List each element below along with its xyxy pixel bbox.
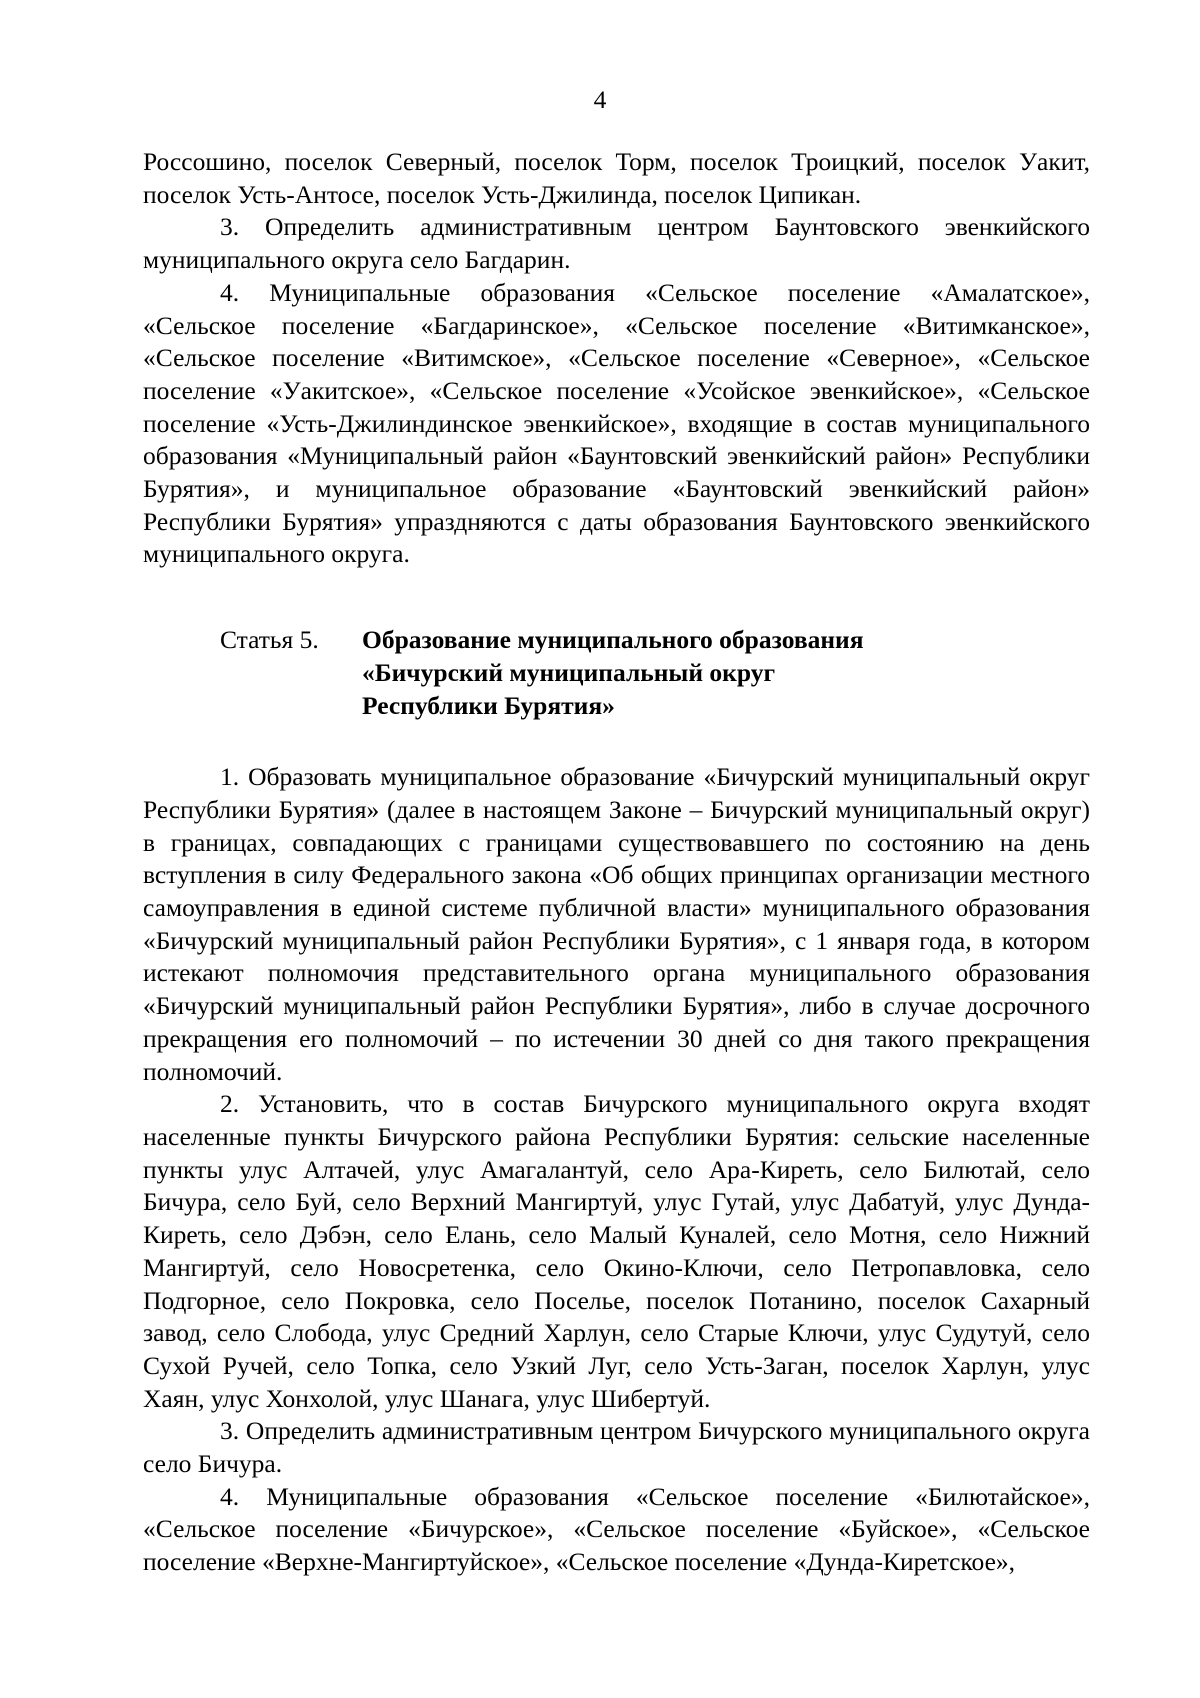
paragraph-item-1-establish: 1. Образовать муниципальное образование «Бичурский муниципальный округ Республики Бурятия» (далее в настоящем Законе – Бичурский муниципальный округ) в границах, совпадающих с границами существовавшего по состоянию на день вступления в силу Федерального закона «Об общих принципах организации местного самоуправления в единой системе публичной власти» муниципального образования «Бичурский муниципальный район Республики Бурятия», с 1 января года, в котором истекают полномочия представительного органа муниципального образования «Бичурский муниципальный район Республики Бурятия», либо в случае досрочного прекращения его полномочий – по истечении 30 дней со дня такого прекращения полномочий. xyxy=(143,762,1090,1086)
paragraph-item-3-center: 3. Определить административным центром Баунтовского эвенкийского муниципального округа село Багдарин. xyxy=(143,212,1090,275)
paragraph-continuation: Россошино, поселок Северный, поселок Торм, поселок Троицкий, поселок Уакит, поселок Усть-Антосе, поселок Усть-Джилинда, поселок Ципикан. xyxy=(143,147,1090,209)
paragraph-item-4-abolish: 4. Муниципальные образования «Сельское поселение «Билютайское», «Сельское поселение «Бичурское», «Сельское поселение «Буйское», «Сельское поселение «Верхне-Мангиртуйское», «Сельское поселение «Дунда-Киретское», xyxy=(143,1481,1090,1577)
page-number: 4 xyxy=(593,85,607,114)
article-title-line-1: Образование муниципального образования xyxy=(362,625,864,655)
article-title-line-3: Республики Бурятия» xyxy=(362,690,615,720)
paragraph-item-4-abolish: 4. Муниципальные образования «Сельское поселение «Амалатское», «Сельское поселение «Багдаринское», «Сельское поселение «Витимканское», «Сельское поселение «Витимское», «Сельское поселение «Северное», «Сельское поселение «Уакитское», «Сельское поселение «Усойское эвенкийское», «Сельское поселение «Усть-Джилиндинское эвенкийское», входящие в состав муниципального образования «Муниципальный район «Баунтовский эвенкийский район» Республики Бурятия», и муниципальное образование «Баунтовский эвенкийский район» Республики Бурятия» упраздняются с даты образования Баунтовского эвенкийского муниципального округа. xyxy=(143,277,1090,569)
document-body xyxy=(143,146,1090,1579)
paragraph-item-3-center: 3. Определить административным центром Бичурского муниципального округа село Бичура. xyxy=(143,1416,1090,1479)
article-heading xyxy=(143,624,1090,722)
article-title-line-2: «Бичурский муниципальный округ xyxy=(362,657,776,687)
article-label: Статья 5. xyxy=(220,625,319,655)
paragraph-item-2-settlements: 2. Установить, что в состав Бичурского муниципального округа входят населенные пункты Бичурского района Республики Бурятия: сельские населенные пункты улус Алтачей, улус Амагалантуй, село Ара-Киреть, село Билютай, село Бичура, село Буй, село Верхний Мангиртуй, улус Гутай, улус Дабатуй, улус Дунда-Киреть, село Дэбэн, село Елань, село Малый Куналей, село Мотня, село Нижний Мангиртуй, село Новосретенка, село Окино-Ключи, село Петропавловка, село Подгорное, село Покровка, село Поселье, поселок Потанино, поселок Сахарный завод, село Слобода, улус Средний Харлун, село Старые Ключи, улус Судутуй, село Сухой Ручей, село Топка, село Узкий Луг, село Усть-Заган, поселок Харлун, улус Хаян, улус Хонхолой, улус Шанага, улус Шибертуй. xyxy=(143,1089,1090,1413)
